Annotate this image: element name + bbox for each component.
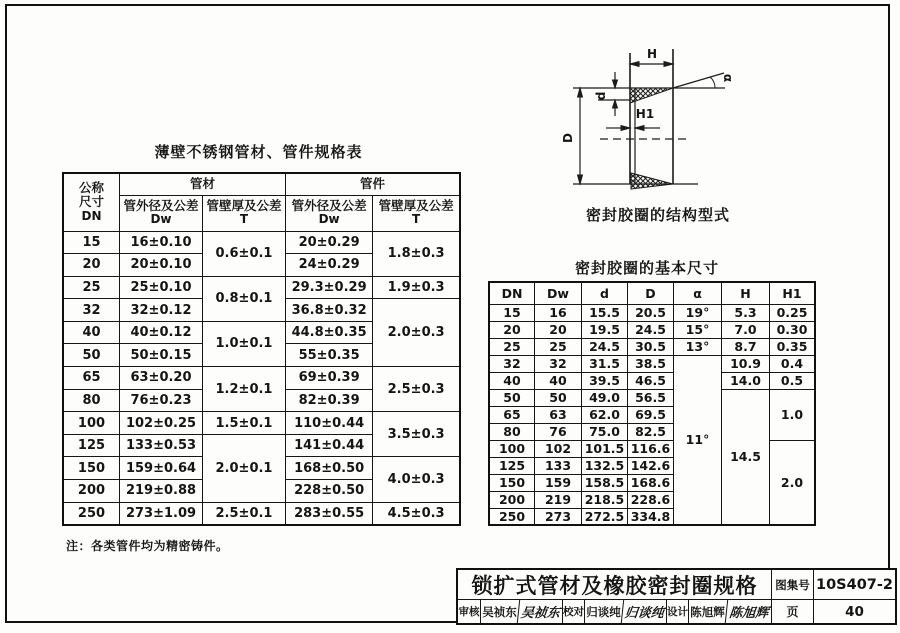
dim-d [594, 72, 630, 116]
table-cell: 24.5 [582, 338, 628, 355]
table-cell: 218.5 [582, 491, 628, 508]
table-cell: 2.0 [770, 440, 816, 525]
table-row [63, 367, 460, 390]
table-cell: 31.5 [582, 355, 628, 372]
title-block-bottom-row [458, 599, 895, 623]
table-cell: 272.5 [582, 508, 628, 525]
table-cell: 49.0 [582, 389, 628, 406]
table-cell: 80 [489, 423, 535, 440]
table-cell: 14.0 [722, 372, 770, 389]
table-cell: 15.5 [582, 304, 628, 321]
col-dw: Dw [535, 282, 582, 304]
table-cell: 25 [63, 276, 120, 299]
col-dn: DN [489, 282, 535, 304]
table-cell: 65 [489, 406, 535, 423]
header-label: 管壁厚及公差 [378, 197, 454, 213]
sheet-title: 锁扩式管材及橡胶密封圈规格 [471, 573, 758, 598]
table-cell: 82.5 [628, 423, 674, 440]
fitting-group-header: 管件 [286, 173, 461, 195]
table-cell: 65 [63, 367, 120, 390]
table-cell: 150 [63, 457, 120, 480]
dim-d-label: d [594, 91, 608, 101]
table-cell: 125 [63, 434, 120, 457]
title-block [456, 568, 897, 625]
table-cell: 75.0 [582, 423, 628, 440]
table-cell: 25 [489, 338, 535, 355]
table-cell: 7.0 [722, 321, 770, 338]
table-cell: 19.5 [582, 321, 628, 338]
col-alpha: α [674, 282, 722, 304]
table-cell: 2.5±0.1 [203, 502, 286, 525]
table-cell: 24.5 [628, 321, 674, 338]
table-cell: 0.4 [770, 355, 816, 372]
table-cell: 273 [535, 508, 582, 525]
table-cell: 168±0.50 [286, 457, 373, 480]
header-symbol: Dw [150, 212, 172, 227]
table-row [63, 276, 460, 299]
header-symbol: Dw [318, 212, 340, 227]
header-symbol: T [412, 212, 421, 227]
table-cell: 80 [63, 389, 120, 412]
dim-H1 [606, 107, 660, 131]
table-cell: 36.8±0.32 [286, 299, 373, 322]
table-cell: 1.0±0.1 [203, 321, 286, 366]
table-cell: 40±0.12 [120, 321, 203, 344]
table-cell: 0.5 [770, 372, 816, 389]
reviewer-label: 审核 [458, 606, 480, 619]
reviewer-signature: 吴祯东 [517, 600, 563, 623]
table-cell: 219±0.88 [120, 480, 203, 503]
seal-ring-dimensions-table [488, 281, 816, 526]
table-cell: 0.6±0.1 [203, 231, 286, 276]
table-cell: 15 [63, 231, 120, 254]
table-cell: 32 [489, 355, 535, 372]
checker-name: 归谈纯 [584, 600, 622, 623]
table-cell: 102±0.25 [120, 412, 203, 435]
table-row [489, 389, 815, 406]
right-table-title: 密封胶圈的基本尺寸 [574, 259, 719, 277]
table-cell: 0.25 [770, 304, 816, 321]
title-block-top-row [458, 570, 895, 599]
table-cell: 132.5 [582, 457, 628, 474]
table-cell: 30.5 [628, 338, 674, 355]
table-cell: 159±0.64 [120, 457, 203, 480]
table-cell: 40 [489, 372, 535, 389]
table-cell: 20.5 [628, 304, 674, 321]
col-h: H [722, 282, 770, 304]
fitting-od-header [286, 195, 373, 231]
table-cell: 56.5 [628, 389, 674, 406]
table-cell: 116.6 [628, 440, 674, 457]
dim-H [630, 47, 673, 67]
table-cell: 1.0 [770, 389, 816, 440]
table-cell: 50 [63, 344, 120, 367]
table-cell: 40 [535, 372, 582, 389]
table-cell: 55±0.35 [286, 344, 373, 367]
table-cell: 4.5±0.3 [373, 502, 460, 525]
table-row [63, 231, 460, 254]
dim-D-label: D [561, 133, 575, 143]
table-cell: 19° [674, 304, 722, 321]
table-cell: 133±0.53 [120, 434, 203, 457]
dn-header-line: 公称 [78, 179, 104, 195]
table-cell: 273±1.09 [120, 502, 203, 525]
pipe-spec-table [62, 172, 461, 526]
table-cell: 125 [489, 457, 535, 474]
table-row [63, 412, 460, 435]
checker-signature: 归谈纯 [621, 600, 667, 623]
table-cell: 4.0±0.3 [373, 457, 460, 502]
atlas-number-value: 10S407-2 [813, 570, 895, 599]
table-cell: 168.6 [628, 474, 674, 491]
table-header-row [489, 282, 815, 304]
table-row [489, 338, 815, 355]
table-cell: 100 [489, 440, 535, 457]
col-big-d: D [628, 282, 674, 304]
table-cell: 110±0.44 [286, 412, 373, 435]
table-cell: 142.6 [628, 457, 674, 474]
table-cell: 100 [63, 412, 120, 435]
table-row [489, 304, 815, 321]
dim-H1-label: H1 [635, 107, 655, 121]
table-cell: 1.2±0.1 [203, 367, 286, 412]
table-cell: 228.6 [628, 491, 674, 508]
header-label: 管外径及公差 [123, 197, 199, 213]
designer-name: 陈旭辉 [688, 600, 726, 623]
table-cell: 63 [535, 406, 582, 423]
table-cell: 228±0.50 [286, 480, 373, 503]
table-cell: 334.8 [628, 508, 674, 525]
table-cell: 158.5 [582, 474, 628, 491]
table-cell: 69±0.39 [286, 367, 373, 390]
table-cell: 159 [535, 474, 582, 491]
table-cell: 32±0.12 [120, 299, 203, 322]
table-cell: 24±0.29 [286, 254, 373, 277]
table-cell: 20 [489, 321, 535, 338]
table-cell: 2.5±0.3 [373, 367, 460, 412]
reviewer-name: 吴祯东 [480, 600, 518, 623]
dn-header-cell [63, 173, 120, 231]
table-cell: 1.9±0.3 [373, 276, 460, 299]
table-cell: 8.7 [722, 338, 770, 355]
table-cell: 13° [674, 338, 722, 355]
table-footnote: 注：各类管件均为精密铸件。 [66, 539, 229, 553]
table-cell: 16 [535, 304, 582, 321]
table-cell: 40 [63, 321, 120, 344]
table-cell: 50±0.15 [120, 344, 203, 367]
table-cell: 219 [535, 491, 582, 508]
left-table-title: 薄壁不锈钢管材、管件规格表 [154, 143, 363, 161]
table-cell: 14.5 [722, 389, 770, 525]
table-cell: 200 [489, 491, 535, 508]
table-cell: 133 [535, 457, 582, 474]
table-cell: 0.35 [770, 338, 816, 355]
table-cell: 250 [489, 508, 535, 525]
table-cell: 283±0.55 [286, 502, 373, 525]
table-cell: 20 [535, 321, 582, 338]
table-cell: 150 [489, 474, 535, 491]
table-subheader-row [63, 195, 460, 231]
dn-header-line: DN [81, 208, 102, 223]
checker-label: 校对 [562, 600, 584, 623]
table-cell: 15 [489, 304, 535, 321]
table-cell: 2.0±0.1 [203, 434, 286, 502]
table-cell: 76±0.23 [120, 389, 203, 412]
table-cell: 20 [63, 254, 120, 277]
table-cell: 1.8±0.3 [373, 231, 460, 276]
dim-alpha [673, 73, 735, 88]
table-cell: 32 [535, 355, 582, 372]
table-cell: 0.30 [770, 321, 816, 338]
table-cell: 250 [63, 502, 120, 525]
table-cell: 1.5±0.1 [203, 412, 286, 435]
table-row [489, 321, 815, 338]
header-label: 管壁厚及公差 [206, 197, 282, 213]
header-label: 管外径及公差 [291, 197, 367, 213]
table-cell: 11° [674, 355, 722, 525]
table-cell: 63±0.20 [120, 367, 203, 390]
table-cell: 76 [535, 423, 582, 440]
table-cell: 25±0.10 [120, 276, 203, 299]
col-d: d [582, 282, 628, 304]
seal-section-top-hatch [630, 88, 673, 103]
table-cell: 2.0±0.3 [373, 299, 460, 367]
table-cell: 69.5 [628, 406, 674, 423]
col-h1: H1 [770, 282, 816, 304]
table-cell: 44.8±0.35 [286, 321, 373, 344]
dim-H-label: H [646, 47, 658, 61]
table-header-row [63, 173, 460, 195]
diagram-caption: 密封胶圈的结构型式 [585, 206, 730, 224]
dim-alpha-label: α [721, 73, 735, 83]
table-cell: 141±0.44 [286, 434, 373, 457]
table-cell: 32 [63, 299, 120, 322]
table-cell: 0.8±0.1 [203, 276, 286, 321]
table-row [489, 372, 815, 389]
fitting-wall-header [373, 195, 460, 231]
atlas-number-label: 图集号 [771, 570, 813, 599]
table-cell: 15° [674, 321, 722, 338]
dn-header-line: 尺寸 [78, 194, 104, 210]
seal-section-bottom-hatch [631, 173, 673, 189]
table-cell: 29.3±0.29 [286, 276, 373, 299]
pipe-group-header: 管材 [120, 173, 286, 195]
table-cell: 50 [489, 389, 535, 406]
dim-D [561, 88, 583, 184]
table-cell: 39.5 [582, 372, 628, 389]
table-cell: 5.3 [722, 304, 770, 321]
table-cell: 50 [535, 389, 582, 406]
table-cell: 20±0.10 [120, 254, 203, 277]
table-cell: 101.5 [582, 440, 628, 457]
table-cell: 38.5 [628, 355, 674, 372]
designer-label: 设计 [666, 600, 688, 623]
table-cell: 82±0.39 [286, 389, 373, 412]
table-cell: 16±0.10 [120, 231, 203, 254]
pipe-od-header [120, 195, 203, 231]
table-cell: 46.5 [628, 372, 674, 389]
table-row [63, 502, 460, 525]
table-cell: 62.0 [582, 406, 628, 423]
table-cell: 200 [63, 480, 120, 503]
table-row [489, 355, 815, 372]
header-symbol: T [239, 212, 249, 227]
pipe-wall-header [203, 195, 286, 231]
table-cell: 3.5±0.3 [373, 412, 460, 457]
table-cell: 25 [535, 338, 582, 355]
designer-signature: 陈旭辉 [725, 600, 772, 623]
table-cell: 20±0.29 [286, 231, 373, 254]
page-number: 40 [813, 600, 895, 623]
seal-ring-diagram [548, 26, 768, 200]
table-cell: 10.9 [722, 355, 770, 372]
page-label: 页 [771, 600, 813, 623]
table-cell: 102 [535, 440, 582, 457]
